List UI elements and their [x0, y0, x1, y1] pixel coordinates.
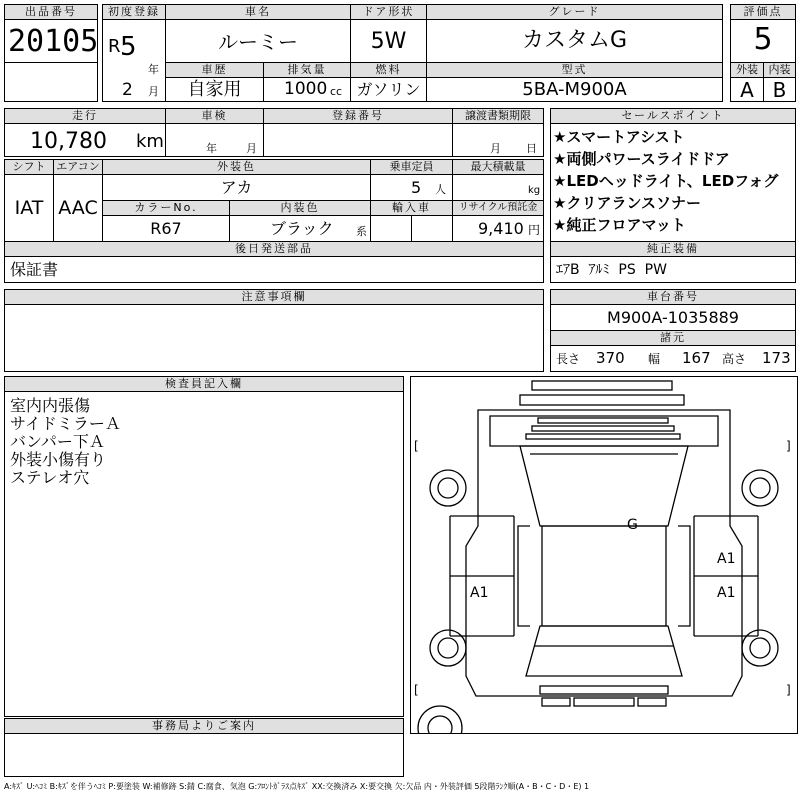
grade: カスタムG [521, 28, 628, 53]
interior-color-label: 内装色 [229, 200, 371, 216]
color-no-label: カラーNo. [102, 200, 230, 216]
grade-label: グレード [426, 4, 723, 20]
length-label: 長さ [556, 352, 581, 366]
selling-point-2: ★両側パワースライドドア [553, 150, 730, 168]
displacement: 1000 [284, 79, 328, 99]
mileage-label: 走行 [4, 108, 166, 124]
inspector-line-1: 室内内張傷 [10, 396, 91, 415]
exterior-color-label: 外装色 [102, 159, 371, 175]
exterior-grade: A [740, 78, 754, 102]
legend: A:ｷｽﾞ U:ﾍｺﾐ B:ｷｽﾞを伴うﾍｺﾐ P:要塗装 W:補修跡 S:錆 C:腐食、気泡 G:ﾌﾛﾝﾄｶﾞﾗｽ点ｷｽﾞ XX:交換済み X:要交換 欠:欠品 内・外装評価 5段階ﾗﾝｸ順(A・B・C・D・E) 1 [4, 782, 590, 791]
notes-label: 注意事項欄 [4, 289, 544, 305]
length: 370 [596, 349, 625, 367]
lot-no-label: 出品番号 [4, 4, 98, 20]
width-label: 幅 [648, 352, 661, 366]
interior-color: ブラック [270, 219, 334, 238]
specs-label: 諸元 [550, 330, 796, 346]
height: 173 [762, 349, 791, 367]
inspector-line-4: 外装小傷有り [10, 450, 107, 469]
inspection-month-unit: 月 [246, 142, 257, 155]
displacement-unit: cc [330, 85, 343, 98]
chassis-number: M900A-1035889 [607, 308, 739, 327]
damage-mark-g: G [627, 517, 638, 533]
transfer-day-unit: 日 [526, 142, 537, 155]
import-cell-left [370, 215, 412, 242]
selling-point-3: ★LEDヘッドライト、LEDフォグ [553, 172, 779, 190]
inspection-label: 車検 [165, 108, 264, 124]
displacement-label: 排気量 [263, 62, 351, 78]
office-label: 事務局よりご案内 [4, 718, 404, 734]
shift: IAT [14, 197, 44, 219]
reg-no-label: 登録番号 [263, 108, 453, 124]
model: 5BA-M900A [522, 79, 627, 100]
inspector-line-5: ステレオ穴 [10, 468, 90, 487]
height-label: 高さ [722, 352, 747, 366]
fuel: ガソリン [356, 80, 421, 99]
car-name-label: 車名 [165, 4, 351, 20]
recycle: 9,410 [478, 219, 524, 238]
selling-points-label: セールスポイント [550, 108, 796, 124]
exterior-label: 外装 [730, 62, 764, 78]
recycle-unit: 円 [528, 223, 541, 237]
shift-label: シフト [4, 159, 54, 175]
notes-cell [4, 304, 544, 372]
score: 5 [753, 22, 773, 57]
model-label: 型式 [426, 62, 723, 78]
history-label: 車歴 [165, 62, 264, 78]
width: 167 [682, 349, 711, 367]
damage-mark-a1-right-upper: A1 [717, 551, 736, 567]
lot-no-lower-cell [4, 62, 98, 102]
transfer-label: 譲渡書類期限 [452, 108, 544, 124]
lot-no: 20105 [8, 24, 99, 59]
selling-point-5: ★純正フロアマット [553, 216, 686, 234]
ac: AAC [58, 197, 98, 219]
mileage-unit: km [136, 131, 164, 152]
equipment: ｴｱB ｱﾙﾐ PS PW [556, 262, 667, 278]
mileage: 10,780 [30, 129, 107, 154]
reg-year: 5 [120, 32, 137, 62]
selling-point-4: ★クリアランスソナー [553, 194, 701, 212]
capacity-label: 乗車定員 [370, 159, 453, 175]
door: 5W [370, 29, 407, 54]
bracket-right-close-lower: ] [786, 683, 791, 697]
bracket-left-open: [ [414, 439, 419, 453]
chassis-label: 車台番号 [550, 289, 796, 305]
inspector-line-2: サイドミラーＡ [10, 414, 121, 433]
capacity: 5 [411, 178, 422, 197]
color-no: R67 [150, 219, 182, 238]
door-label: ドア形状 [350, 4, 427, 20]
inspection-year-unit: 年 [206, 142, 217, 155]
later-parts-label: 後日発送部品 [4, 241, 544, 257]
car-name: ルーミー [218, 30, 298, 54]
interior-grade: B [772, 78, 787, 102]
first-reg-label: 初度登録 [102, 4, 166, 20]
bracket-left-open-lower: [ [414, 683, 419, 697]
interior-color-unit: 系 [356, 225, 367, 238]
fuel-label: 燃料 [350, 62, 427, 78]
score-label: 評価点 [730, 4, 796, 20]
month-unit: 月 [148, 85, 159, 98]
inspector-label: 検査員記入欄 [4, 376, 404, 392]
era: R [108, 36, 121, 57]
capacity-unit: 人 [435, 183, 446, 196]
transfer-month-unit: 月 [490, 142, 501, 155]
inspector-line-3: バンパー下Ａ [10, 432, 105, 451]
ac-label: エアコン [53, 159, 103, 175]
import-cell-right [411, 215, 453, 242]
specs-cell [550, 345, 796, 372]
recycle-label: リサイクル預託金 [452, 200, 544, 216]
equipment-label: 純正装備 [550, 241, 796, 257]
max-load-unit: kg [528, 185, 541, 196]
later-parts: 保証書 [10, 260, 59, 279]
car-diagram [410, 376, 798, 734]
year-unit: 年 [148, 63, 159, 76]
damage-mark-a1-right-lower: A1 [717, 585, 736, 601]
office-cell [4, 733, 404, 777]
import-label: 輸入車 [370, 200, 453, 216]
selling-point-1: ★スマートアシスト [553, 128, 685, 146]
damage-mark-a1-left: A1 [470, 585, 489, 601]
history: 自家用 [187, 79, 242, 100]
reg-no-cell [263, 123, 453, 157]
max-load-label: 最大積載量 [452, 159, 544, 175]
interior-label: 内装 [763, 62, 796, 78]
bracket-right-close: ] [786, 439, 791, 453]
exterior-color: アカ [220, 178, 253, 197]
reg-month: 2 [122, 80, 133, 100]
later-parts-cell [4, 256, 544, 283]
